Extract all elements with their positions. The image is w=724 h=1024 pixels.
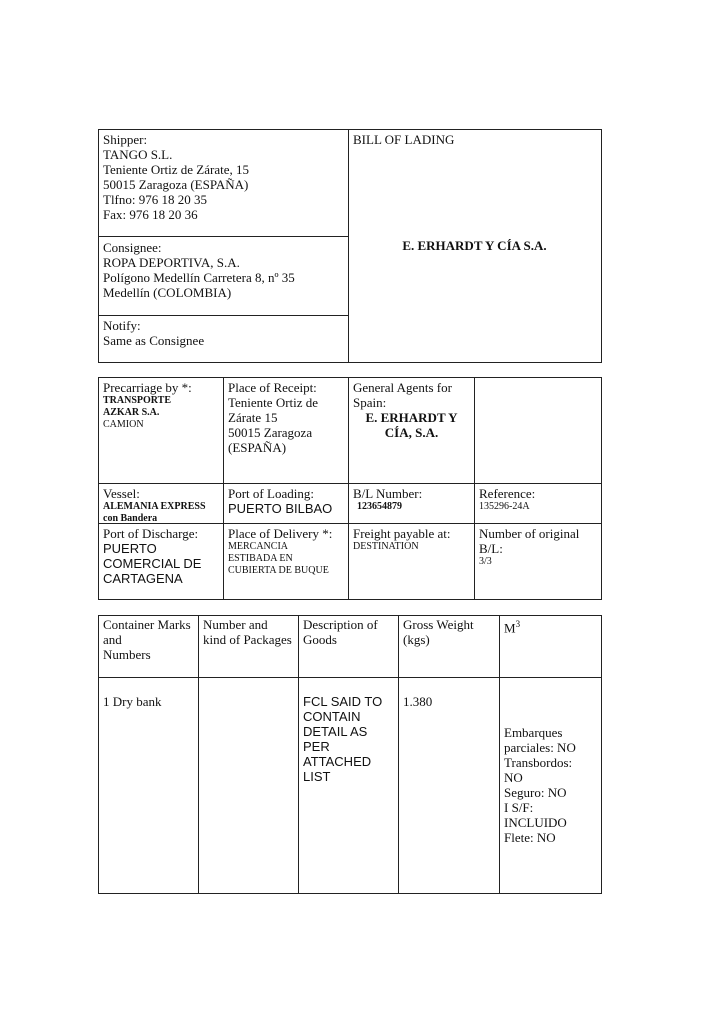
freight-cell [353,526,450,553]
loading-label: Port of Loading: [228,486,314,501]
goods-col-divider-2 [298,615,299,893]
discharge-label: Port of Discharge: [103,526,199,541]
col2-header-line: kind of Packages [203,632,292,647]
precarriage-cell [103,380,192,431]
discharge-cell [103,526,201,586]
notes-line: Flete: NO [504,830,556,845]
vessel-line: ALEMANIA EXPRESS [103,501,206,512]
description-line: CONTAIN [303,709,361,724]
shipper-line: Teniente Ortiz de Zárate, 15 [103,162,249,177]
col-divider-1 [223,377,224,599]
col5-header-unit: M [504,620,516,636]
marks-value: 1 Dry bank [103,694,162,709]
precarriage-label: Precarriage by *: [103,380,192,395]
loading-cell [228,486,332,516]
reference-cell [479,486,535,513]
col1-header [103,617,191,662]
shipper-block [103,132,249,222]
freight-value: DESTINATION [353,541,419,552]
notes-line: NO [504,770,523,785]
freight-label: Freight payable at: [353,526,451,541]
goods-col-divider-4 [499,615,500,893]
goods-col-divider-3 [398,615,399,893]
agents-label: General Agents for [353,380,452,395]
col-divider-3 [474,377,475,599]
col4-header [403,617,474,647]
receipt-line: 50015 Zaragoza [228,425,313,440]
col2-header [203,617,292,647]
vessel-cell [103,486,206,525]
top-row-bottom [98,483,601,484]
precarriage-line: AZKAR S.A. [103,407,160,418]
description-line: PER [303,739,330,754]
notify-block [103,318,204,348]
col5-header [504,617,520,635]
notes-line: parciales: NO [504,740,576,755]
loading-value: PUERTO BILBAO [228,501,333,516]
receipt-label: Place of Receipt: [228,380,317,395]
consignee-line: ROPA DEPORTIVA, S.A. [103,255,240,270]
agents-cell [353,380,452,410]
agents-value-line: E. ERHARDT Y [365,410,458,425]
delivery-line: ESTIBADA EN [228,553,293,564]
agents-label: Spain: [353,395,387,410]
discharge-line: CARTAGENA [103,571,183,586]
description-line: FCL SAID TO [303,694,383,709]
shipper-line: Tlfno: 976 18 20 35 [103,192,207,207]
consignee-line: Polígono Medellín Carretera 8, nº 35 [103,270,295,285]
notes-line: INCLUIDO [504,815,567,830]
vessel-label: Vessel: [103,486,140,501]
goods-header-divider [98,677,601,678]
col1-header-line: Numbers [103,647,151,662]
bl-label: B/L Number: [353,486,423,501]
col3-header-line: Description of [303,617,378,632]
col5-header-sup: 3 [515,619,521,629]
weight-value: 1.380 [403,694,433,709]
agents-value [349,410,474,440]
bill-title: BILL OF LADING [353,132,455,147]
discharge-line: COMERCIAL DE [103,556,202,571]
reference-label: Reference: [479,486,536,501]
notify-label: Notify: [103,318,141,333]
col1-header-line: and [103,632,122,647]
description-line: LIST [303,769,331,784]
reference-value: 135296-24A [479,501,530,512]
description-block [303,694,382,784]
precarriage-mode: CAMION [103,419,144,430]
notes-line: Embarques [504,725,563,740]
shipper-divider [98,236,349,237]
receipt-cell [228,380,318,455]
notes-line: Seguro: NO [504,785,567,800]
col1-header-line: Container Marks [103,617,191,632]
notes-line: I S/F: [504,800,534,815]
delivery-line: CUBIERTA DE BUQUE [228,565,329,576]
notify-value: Same as Consignee [103,333,205,348]
precarriage-line: TRANSPORTE [103,395,171,406]
discharge-line: PUERTO [103,541,157,556]
shipper-line: Fax: 976 18 20 36 [103,207,198,222]
shipper-line: 50015 Zaragoza (ESPAÑA) [103,177,249,192]
description-line: DETAIL AS [303,724,368,739]
originals-label: B/L: [479,541,503,556]
col2-header-line: Number and [203,617,268,632]
agents-value-line: CÍA, S.A. [384,425,439,440]
originals-label: Number of original [479,526,580,541]
delivery-line: MERCANCIA [228,541,289,552]
delivery-label: Place of Delivery *: [228,526,333,541]
receipt-line: Teniente Ortiz de [228,395,319,410]
shipper-label: Shipper: [103,132,148,147]
consignee-label: Consignee: [103,240,162,255]
consignee-block [103,240,295,300]
notes-block [504,725,576,845]
bl-cell [353,486,422,513]
shipper-line: TANGO S.L. [103,147,173,162]
description-line: ATTACHED [303,754,372,769]
notes-line: Transbordos: [504,755,573,770]
goods-col-divider-1 [198,615,199,893]
vessel-line: con Bandera [103,513,158,524]
col4-header-line: Gross Weight [403,617,474,632]
consignee-divider [98,315,349,316]
col3-header [303,617,378,647]
consignee-line: Medellín (COLOMBIA) [103,285,232,300]
originals-cell [479,526,579,568]
originals-value: 3/3 [479,556,492,567]
delivery-cell [228,526,332,577]
bl-value: 123654879 [357,501,402,512]
col4-header-line: (kgs) [403,632,430,647]
company-name: E. ERHARDT Y CÍA S.A. [402,238,547,253]
col3-header-line: Goods [303,632,337,647]
receipt-line: Zárate 15 [228,410,278,425]
receipt-line: (ESPAÑA) [228,440,287,455]
